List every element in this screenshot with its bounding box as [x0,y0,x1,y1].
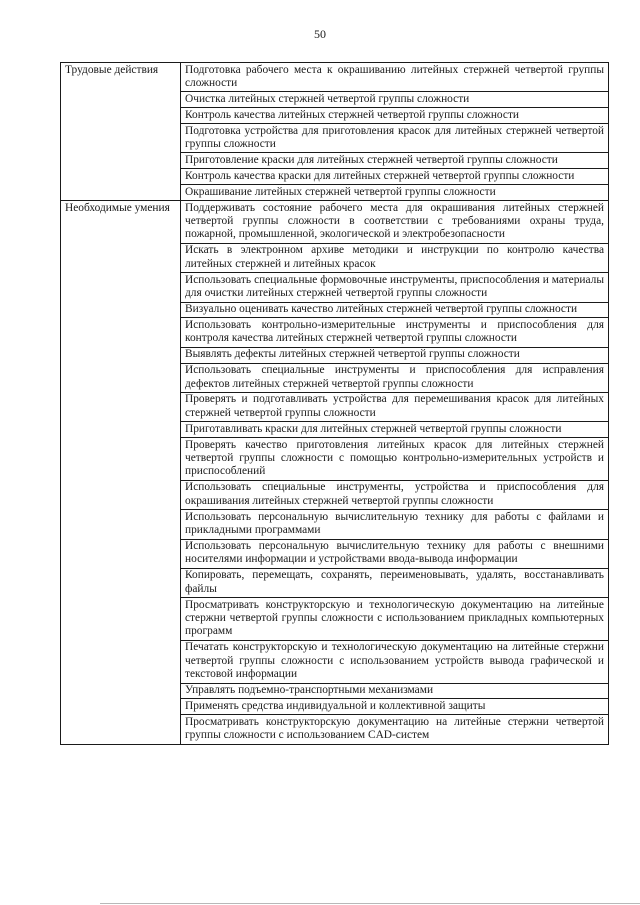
table-cell: Очистка литейных стержней четвертой группы сложности [181,92,609,108]
table-cell: Печатать конструкторскую и технологическую документацию на литейные стержни четвертой группы сложности с использованием устройств вывода графической и текстовой информации [181,640,609,683]
competency-table [60,62,609,745]
table-cell: Выявлять дефекты литейных стержней четвертой группы сложности [181,347,609,363]
table-cell: Подготовка устройства для приготовления красок для литейных стержней четвертой группы сложности [181,124,609,153]
table-cell: Поддерживать состояние рабочего места для окрашивания литейных стержней четвертой группы сложности в соответствии с требованиями охраны труда, пожарной, промышленной, экологической и электробезопасности [181,201,609,244]
table-cell: Контроль качества краски для литейных стержней четвертой группы сложности [181,169,609,185]
table-cell: Приготовление краски для литейных стержней четвертой группы сложности [181,153,609,169]
table-cell: Визуально оценивать качество литейных стержней четвертой группы сложности [181,302,609,318]
table-cell: Использовать персональную вычислительную технику для работы с файлами и прикладными программами [181,510,609,539]
scan-edge-line [100,903,640,904]
table-cell: Применять средства индивидуальной и коллективной защиты [181,699,609,715]
table-cell: Искать в электронном архиве методики и инструкции по контролю качества литейных стержней и литейных красок [181,243,609,272]
table-cell: Использовать персональную вычислительную технику для работы с внешними носителями информации и устройствами ввода-вывода информации [181,539,609,568]
table-cell: Использовать специальные формовочные инструменты, приспособления и материалы для очистки литейных стержней четвертой группы сложности [181,273,609,302]
table-cell: Проверять и подготавливать устройства для перемешивания красок для литейных стержней четвертой группы сложности [181,392,609,421]
table-cell: Приготавливать краски для литейных стержней четвертой группы сложности [181,422,609,438]
table-cell: Проверять качество приготовления литейных красок для литейных стержней четвертой группы сложности с помощью контрольно-измерительных устройств и приспособлений [181,438,609,481]
table-cell: Подготовка рабочего места к окрашиванию литейных стержней четвертой группы сложности [181,63,609,92]
table-cell: Просматривать конструкторскую и технологическую документацию на литейные стержни четвертой группы сложности с использованием прикладных компьютерных программ [181,598,609,641]
table-cell: Управлять подъемно-транспортными механизмами [181,683,609,699]
table-cell: Просматривать конструкторскую документацию на литейные стержни четвертой группы сложности с использованием CAD-систем [181,715,609,744]
section-heading: Необходимые умения [61,201,181,745]
table-cell: Копировать, перемещать, сохранять, переименовывать, удалять, восстанавливать файлы [181,568,609,597]
table-row [61,201,609,244]
table-cell: Использовать специальные инструменты, устройства и приспособления для окрашивания литейных стержней четвертой группы сложности [181,480,609,509]
table-cell: Использовать специальные инструменты и приспособления для исправления дефектов литейных стержней четвертой группы сложности [181,363,609,392]
section-heading: Трудовые действия [61,63,181,201]
page-number: 50 [314,27,326,41]
table-cell: Использовать контрольно-измерительные инструменты и приспособления для контроля качества литейных стержней четвертой группы сложности [181,318,609,347]
table-cell: Контроль качества литейных стержней четвертой группы сложности [181,108,609,124]
table-cell: Окрашивание литейных стержней четвертой группы сложности [181,185,609,201]
table-row [61,63,609,92]
